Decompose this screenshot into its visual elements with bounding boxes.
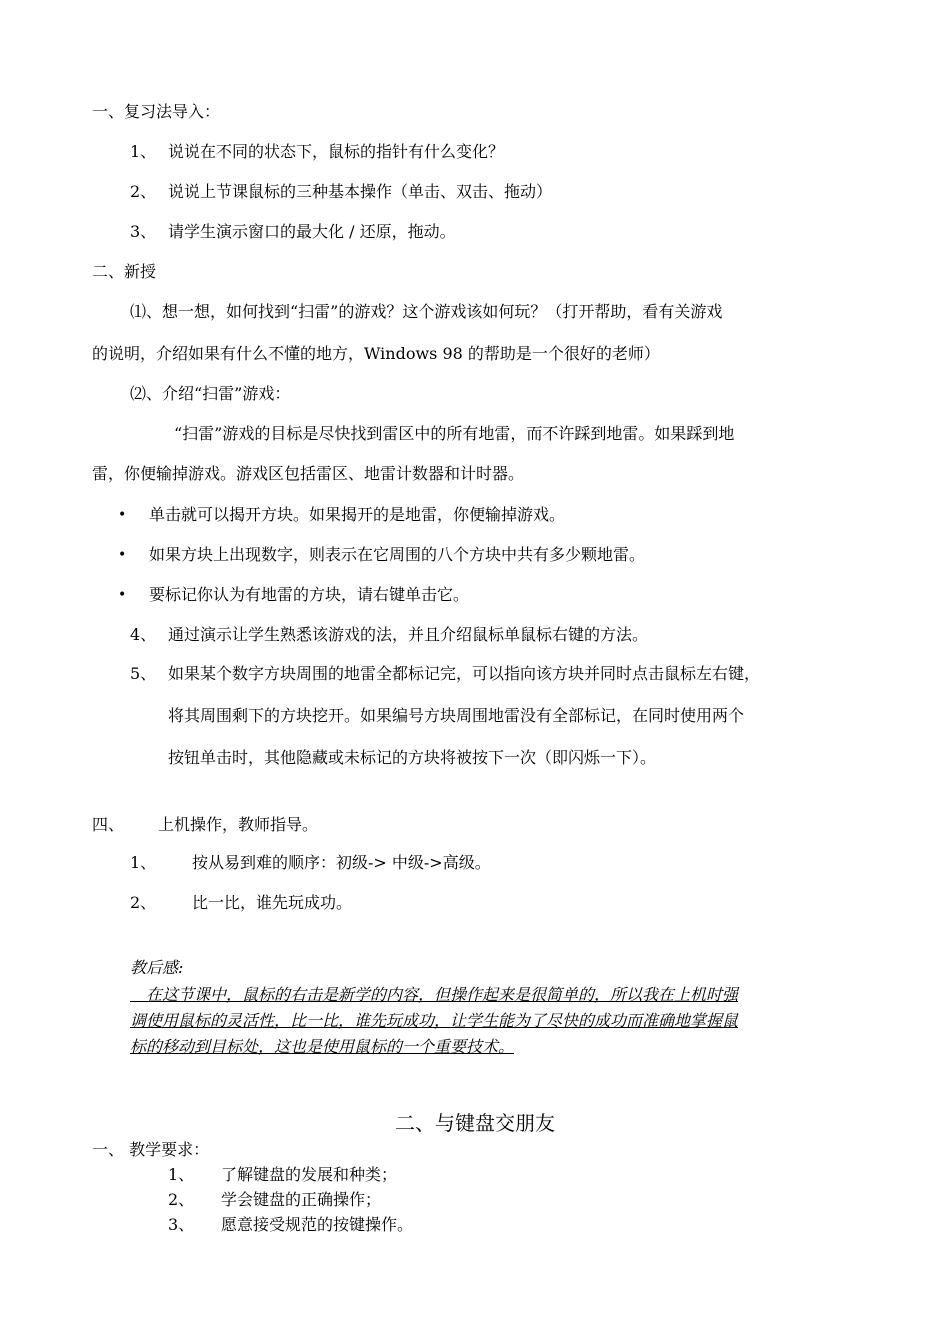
section2-bullet3-text: 要标记你认为有地雷的方块，请右键单击它。 [149, 585, 470, 604]
section2-paragraph3-line1: “扫雷”游戏的目标是尽快找到雷区中的所有地雷，而不许踩到地雷。如果踩到地 [174, 424, 735, 443]
lesson2-requirements-title: 一、 教学要求： [92, 1140, 210, 1159]
reflection-label: 教后感: [130, 958, 184, 977]
lesson2-heading: 二、与键盘交朋友 [395, 1111, 555, 1135]
lesson2-item3-number: 3、 [168, 1215, 195, 1234]
section4-item2-number: 2、 [130, 893, 157, 912]
section1-item2-text: 说说上节课鼠标的三种基本操作（单击、双击、拖动） [168, 182, 553, 201]
lesson2-item2-number: 2、 [168, 1190, 195, 1209]
section4-item1-text: 按从易到难的顺序：初级-> 中级->高级。 [192, 853, 491, 872]
section2-paragraph2: ⑵、介绍“扫雷”游戏： [130, 384, 291, 403]
section2-paragraph1-line1: ⑴、想一想，如何找到“扫雷”的游戏？这个游戏该如何玩？（打开帮助，看有关游戏 [130, 302, 723, 321]
section2-item5-number: 5、 [130, 664, 157, 683]
section2-item4-number: 4、 [130, 625, 157, 644]
lesson2-item3-text: 愿意接受规范的按键操作。 [221, 1215, 414, 1234]
lesson2-item1-number: 1、 [168, 1165, 195, 1184]
section4-item2-text: 比一比，谁先玩成功。 [192, 893, 353, 912]
section2-title: 二、新授 [92, 262, 157, 281]
bullet-icon: • [118, 507, 127, 523]
reflection-line3: 标的移动到目标处，这也是使用鼠标的一个重要技术。 [130, 1037, 515, 1056]
section2-bullet2-text: 如果方块上出现数字，则表示在它周围的八个方块中共有多少颗地雷。 [149, 545, 646, 564]
reflection-line1: 在这节课中，鼠标的右击是新学的内容，但操作起来是很简单的，所以我在上机时强 [130, 985, 739, 1004]
reflection-line2: 调使用鼠标的灵活性，比一比，谁先玩成功，让学生能为了尽快的成功而准确地掌握鼠 [130, 1011, 739, 1030]
section2-item5-line1: 如果某个数字方块周围的地雷全都标记完，可以指向该方块并同时点击鼠标左右键， [168, 664, 761, 683]
section4-item1-number: 1、 [130, 853, 157, 872]
bullet-icon: • [118, 547, 127, 563]
section4-title: 上机操作，教师指导。 [158, 815, 319, 834]
lesson2-item2-text: 学会键盘的正确操作； [221, 1190, 382, 1209]
section2-item5-line3: 按钮单击时，其他隐藏或未标记的方块将被按下一次（即闪烁一下）。 [168, 748, 657, 767]
section2-item4-text: 通过演示让学生熟悉该游戏的法，并且介绍鼠标单鼠标右键的方法。 [168, 625, 649, 644]
section1-item2-number: 2、 [130, 182, 157, 201]
section1-item1-number: 1、 [130, 142, 157, 161]
section2-paragraph1-line2: 的说明，介绍如果有什么不懂的地方，Windows 98 的帮助是一个很好的老师） [92, 344, 660, 363]
section1-item3-number: 3、 [130, 222, 157, 241]
section2-item5-line2: 将其周围剩下的方块挖开。如果编号方块周围地雷没有全部标记，在同时使用两个 [168, 706, 745, 725]
section4-label: 四、 [92, 815, 125, 834]
section2-paragraph3-line2: 雷，你便输掉游戏。游戏区包括雷区、地雷计数器和计时器。 [92, 464, 525, 483]
section1-item1-text: 说说在不同的状态下，鼠标的指针有什么变化？ [168, 142, 505, 161]
section1-title: 一、复习法导入： [92, 102, 221, 121]
bullet-icon: • [118, 587, 127, 603]
lesson2-item1-text: 了解键盘的发展和种类； [221, 1165, 398, 1184]
section1-item3-text: 请学生演示窗口的最大化 / 还原，拖动。 [168, 222, 456, 241]
section2-bullet1-text: 单击就可以揭开方块。如果揭开的是地雷，你便输掉游戏。 [149, 505, 566, 524]
